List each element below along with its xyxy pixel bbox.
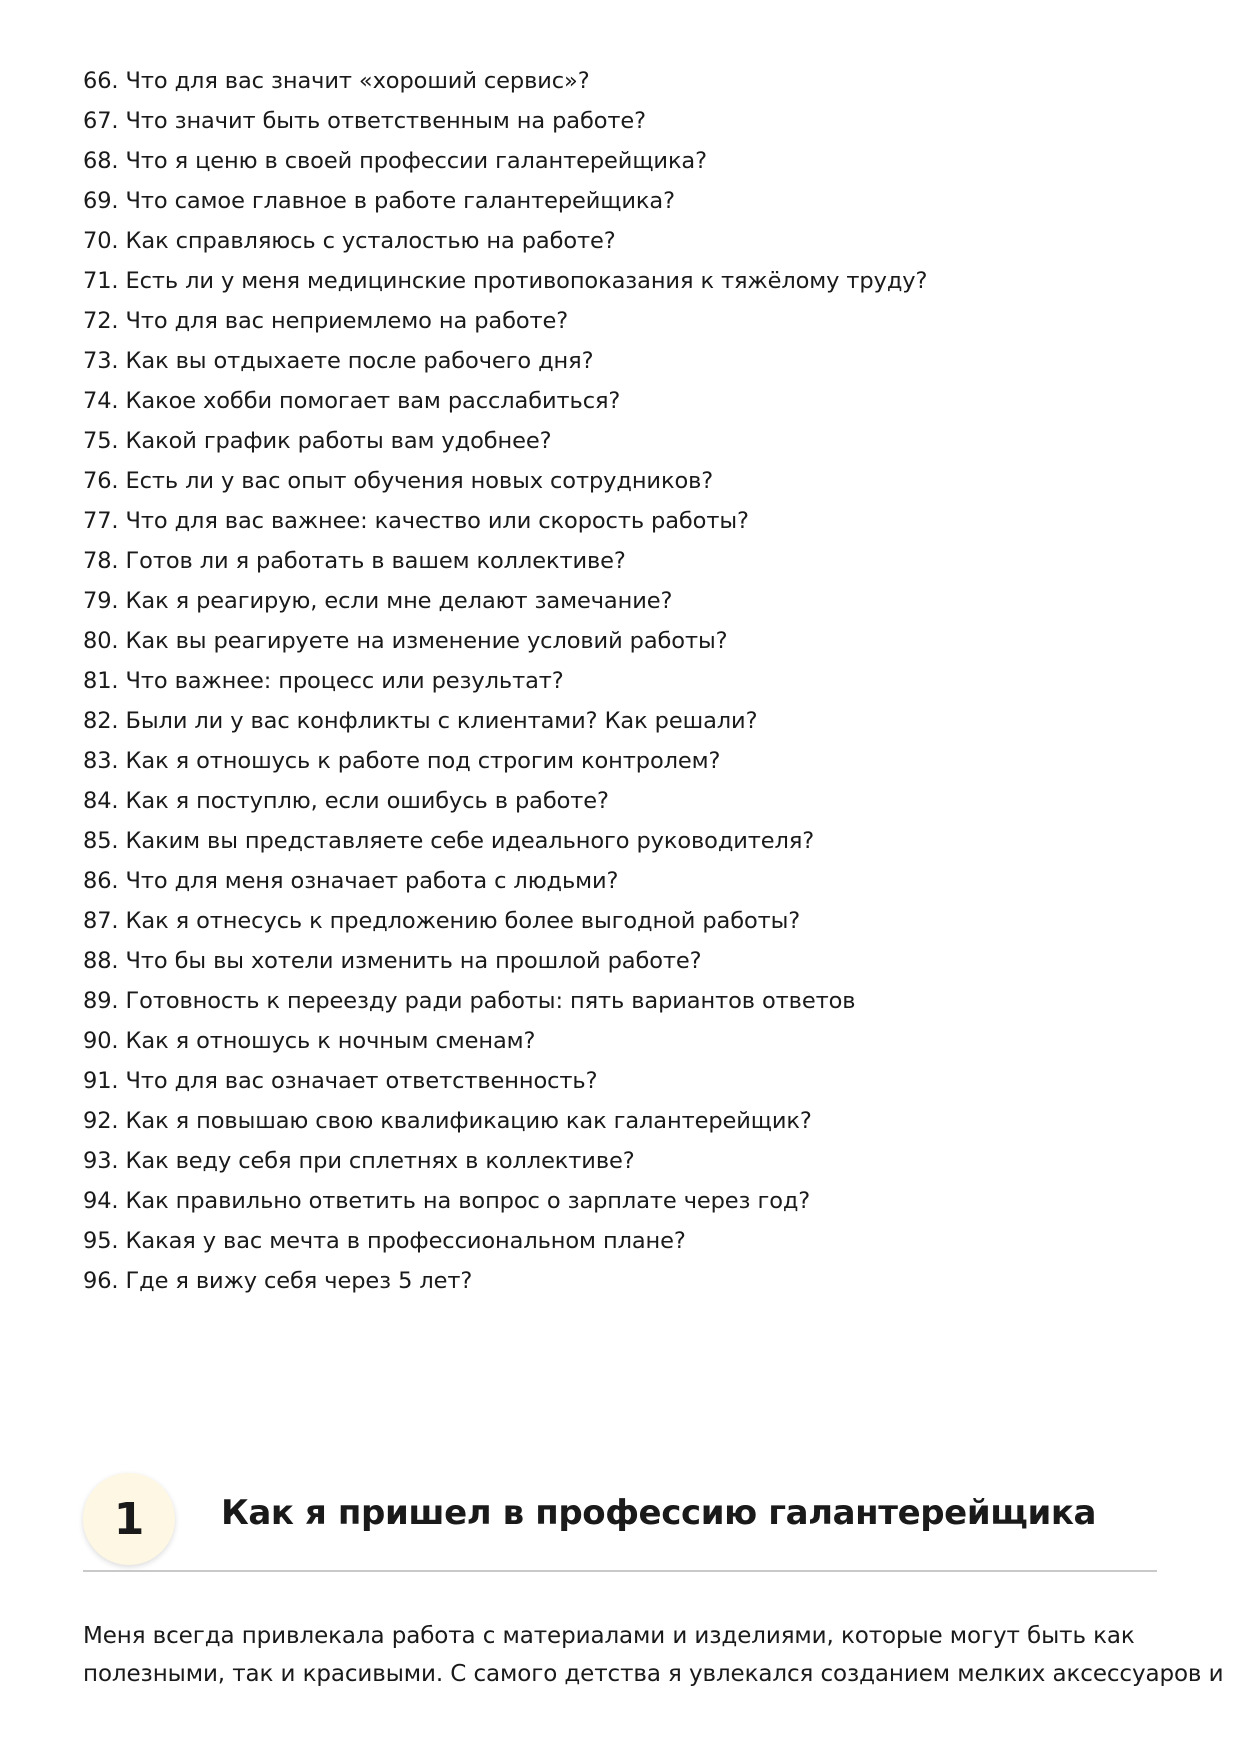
question-item: 69. Что самое главное в работе галантерейщика? [83, 188, 675, 214]
section-title: Как я пришел в профессию галантерейщика [221, 1493, 1097, 1533]
question-item: 88. Что бы вы хотели изменить на прошлой работе? [83, 948, 702, 974]
question-item: 72. Что для вас неприемлемо на работе? [83, 308, 569, 334]
question-item: 91. Что для вас означает ответственность? [83, 1068, 598, 1094]
paragraph-line: Меня всегда привлекала работа с материалами и изделиями, которые могут быть как [83, 1623, 1135, 1649]
question-item: 96. Где я вижу себя через 5 лет? [83, 1268, 473, 1294]
question-item: 74. Какое хобби помогает вам расслабиться? [83, 388, 621, 414]
question-item: 81. Что важнее: процесс или результат? [83, 668, 564, 694]
question-item: 73. Как вы отдыхаете после рабочего дня? [83, 348, 594, 374]
question-item: 90. Как я отношусь к ночным сменам? [83, 1028, 536, 1054]
question-item: 93. Как веду себя при сплетнях в коллективе? [83, 1148, 635, 1174]
question-item: 89. Готовность к переезду ради работы: пять вариантов ответов [83, 988, 856, 1014]
section-header [83, 1473, 1157, 1570]
question-item: 86. Что для меня означает работа с людьми? [83, 868, 619, 894]
question-item: 87. Как я отнесусь к предложению более выгодной работы? [83, 908, 801, 934]
section-paragraph [83, 1617, 1224, 1693]
section-number-badge: 1 [83, 1473, 175, 1565]
question-item: 83. Как я отношусь к работе под строгим контролем? [83, 748, 721, 774]
question-item: 66. Что для вас значит «хороший сервис»? [83, 68, 590, 94]
question-item: 79. Как я реагирую, если мне делают замечание? [83, 588, 673, 614]
question-item: 70. Как справляюсь с усталостью на работе? [83, 228, 616, 254]
question-item: 85. Каким вы представляете себе идеального руководителя? [83, 828, 815, 854]
question-item: 75. Какой график работы вам удобнее? [83, 428, 552, 454]
question-item: 95. Какая у вас мечта в профессиональном плане? [83, 1228, 686, 1254]
question-item: 84. Как я поступлю, если ошибусь в работе? [83, 788, 609, 814]
question-item: 77. Что для вас важнее: качество или скорость работы? [83, 508, 749, 534]
question-item: 80. Как вы реагируете на изменение условий работы? [83, 628, 728, 654]
questions-list [83, 61, 1163, 1301]
section-divider [83, 1570, 1157, 1572]
paragraph-line: полезными, так и красивыми. С самого детства я увлекался созданием мелких аксессуаров и [83, 1661, 1224, 1687]
question-item: 94. Как правильно ответить на вопрос о зарплате через год? [83, 1188, 811, 1214]
question-item: 67. Что значит быть ответственным на работе? [83, 108, 647, 134]
question-item: 71. Есть ли у меня медицинские противопоказания к тяжёлому труду? [83, 268, 928, 294]
question-item: 92. Как я повышаю свою квалификацию как галантерейщик? [83, 1108, 812, 1134]
question-item: 78. Готов ли я работать в вашем коллективе? [83, 548, 626, 574]
question-item: 68. Что я ценю в своей профессии галантерейщика? [83, 148, 707, 174]
question-item: 76. Есть ли у вас опыт обучения новых сотрудников? [83, 468, 714, 494]
question-item: 82. Были ли у вас конфликты с клиентами? Как решали? [83, 708, 758, 734]
